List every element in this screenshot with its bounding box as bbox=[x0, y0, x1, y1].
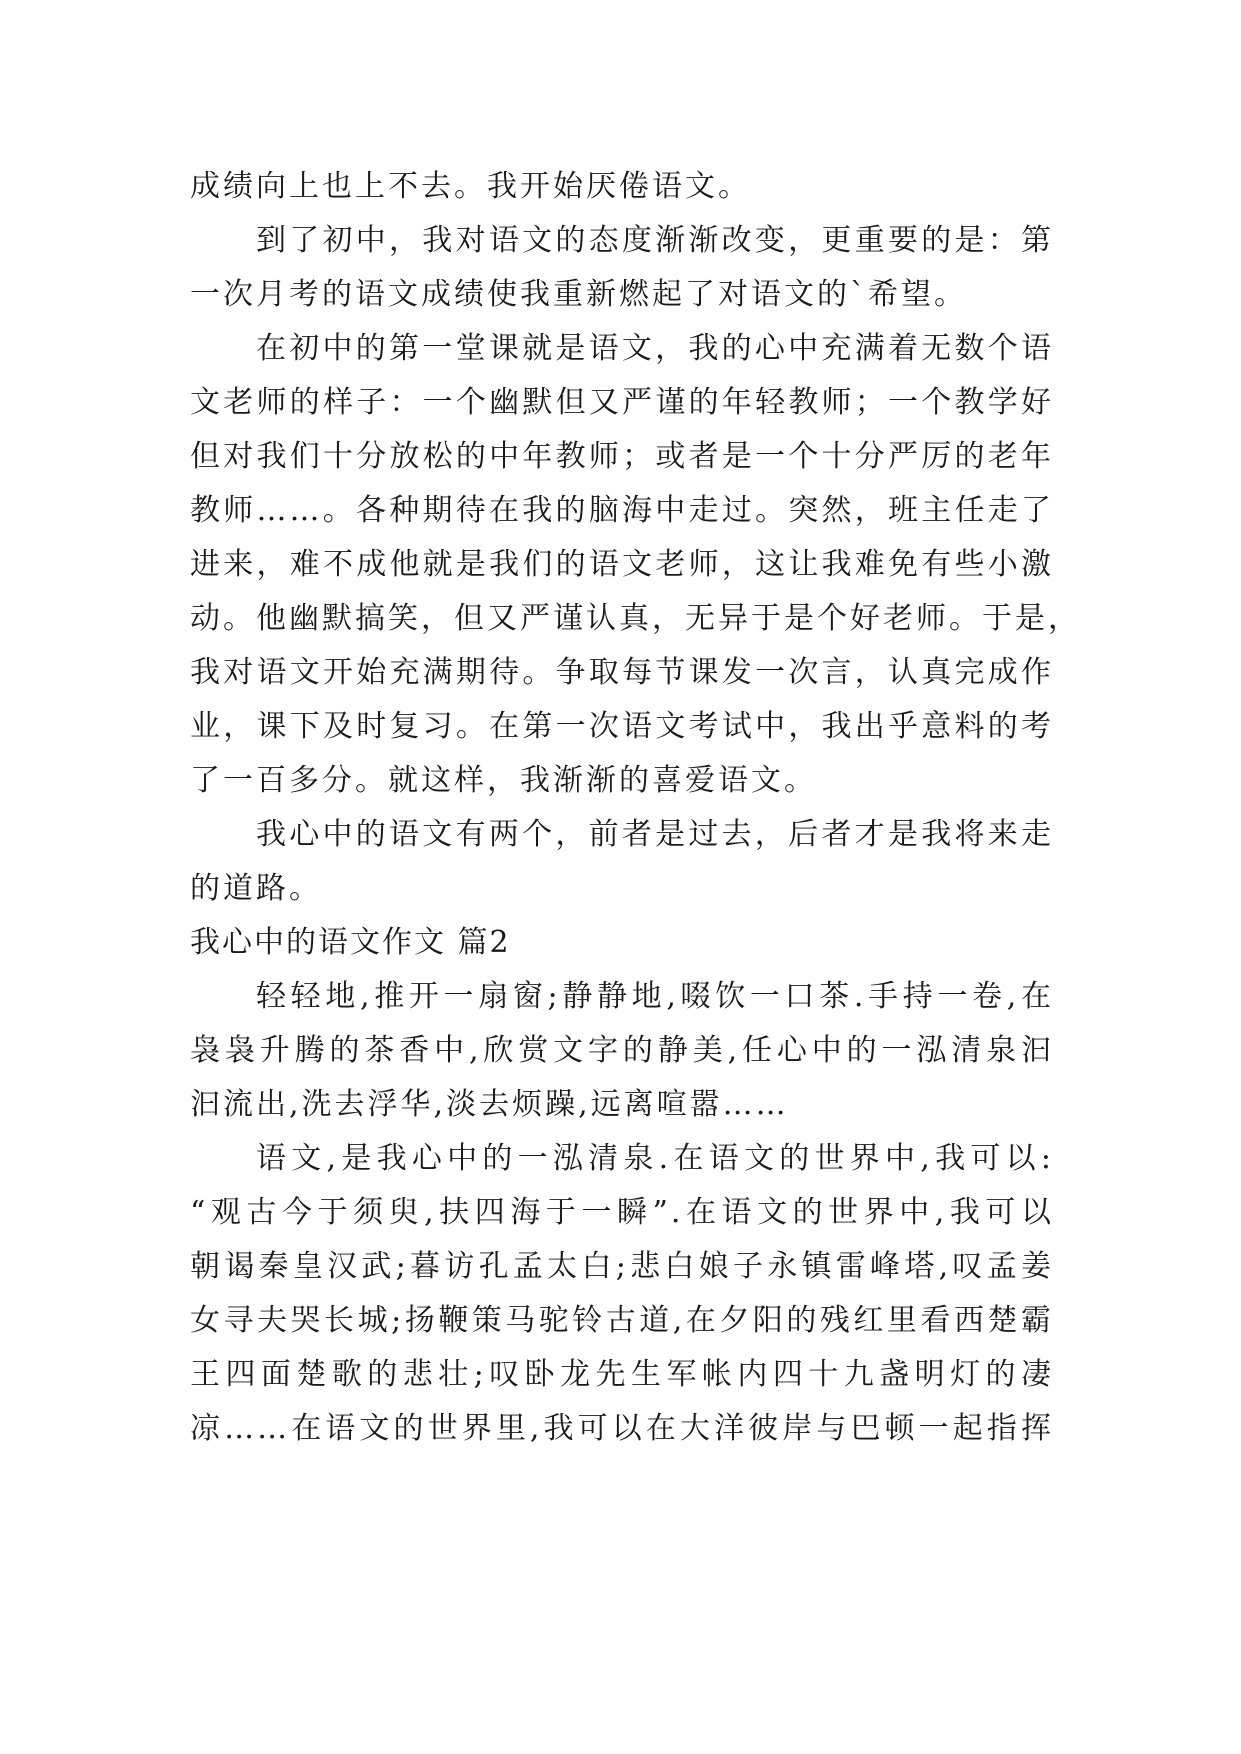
text-line: 王四面楚歌的悲壮;叹卧龙先生军帐内四十九盏明灯的凄 bbox=[190, 1357, 1054, 1392]
text-line: 袅袅升腾的茶香中,欣赏文字的静美,任心中的一泓清泉汩 bbox=[190, 1033, 1054, 1068]
text-line: 到了初中，我对语文的态度渐渐改变，更重要的是：第 bbox=[256, 223, 1054, 258]
document-body bbox=[190, 160, 1081, 1456]
text-line: 了一百多分。就这样，我渐渐的喜爱语文。 bbox=[190, 763, 817, 798]
text-line: 进来，难不成他就是我们的语文老师，这让我难免有些小激 bbox=[190, 547, 1054, 582]
text-line: 业，课下及时复习。在第一次语文考试中，我出乎意料的考 bbox=[190, 709, 1054, 744]
text-line: 但对我们十分放松的中年教师；或者是一个十分严厉的老年 bbox=[190, 439, 1054, 474]
text-line: 成绩向上也上不去。我开始厌倦语文。 bbox=[190, 169, 751, 204]
text-line: 一次月考的语文成绩使我重新燃起了对语文的`希望。 bbox=[190, 277, 967, 312]
text-line: 的道路。 bbox=[190, 871, 322, 906]
text-line: 我心中的语文有两个，前者是过去，后者才是我将来走 bbox=[256, 817, 1054, 852]
text-line: 文老师的样子：一个幽默但又严谨的年轻教师；一个教学好 bbox=[190, 385, 1054, 420]
text-line: 汩流出,洗去浮华,淡去烦躁,远离喧嚣…… bbox=[190, 1087, 789, 1122]
text-line: 凉……在语文的世界里,我可以在大洋彼岸与巴顿一起指挥 bbox=[190, 1411, 1054, 1446]
text-line: 轻轻地,推开一扇窗;静静地,啜饮一口茶.手持一卷,在 bbox=[256, 979, 1054, 1014]
text-line: 朝谒秦皇汉武;暮访孔孟太白;悲白娘子永镇雷峰塔,叹孟姜 bbox=[190, 1249, 1054, 1284]
text-line: 我对语文开始充满期待。争取每节课发一次言，认真完成作 bbox=[190, 655, 1054, 690]
text-line: 女寻夫哭长城;扬鞭策马驼铃古道,在夕阳的残红里看西楚霸 bbox=[190, 1303, 1054, 1338]
text-line: 语文,是我心中的一泓清泉.在语文的世界中,我可以: bbox=[256, 1141, 1054, 1176]
text-line: “观古今于须臾,扶四海于一瞬”.在语文的世界中,我可以 bbox=[190, 1195, 1054, 1230]
section-heading: 我心中的语文作文 篇2 bbox=[190, 925, 511, 960]
text-line: 教师……。各种期待在我的脑海中走过。突然，班主任走了 bbox=[190, 493, 1054, 528]
text-line: 在初中的第一堂课就是语文，我的心中充满着无数个语 bbox=[256, 331, 1054, 366]
text-line: 动。他幽默搞笑，但又严谨认真，无异于是个好老师。于是， bbox=[190, 601, 1081, 636]
